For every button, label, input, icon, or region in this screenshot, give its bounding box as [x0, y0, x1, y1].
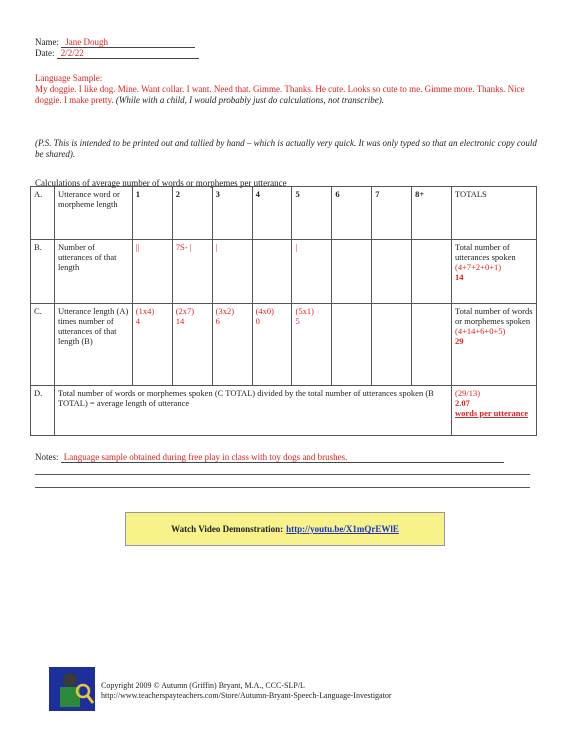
- row-b-total-calc: (4+7+2+0+1): [455, 262, 502, 272]
- product-cell: [252, 304, 292, 386]
- product-calc: (4x0): [255, 306, 274, 316]
- product-cell: [332, 304, 372, 386]
- col-2: 2: [172, 187, 212, 240]
- language-sample-heading: Language Sample:: [35, 73, 103, 83]
- col-3: 3: [212, 187, 252, 240]
- date-label: Date:: [35, 48, 55, 58]
- col-5: 5: [292, 187, 332, 240]
- notes-line: [35, 452, 530, 463]
- calc-table: [30, 186, 537, 436]
- row-b-total-value: 14: [455, 272, 464, 282]
- col-7: 7: [372, 187, 412, 240]
- row-d-total-calc: (29/13): [455, 388, 481, 398]
- tally-cell: |: [212, 240, 252, 304]
- language-sample-note: (While with a child, I would probably just do calculations, not transcribe).: [115, 95, 385, 105]
- row-b-label: Number of utterances of that length: [54, 240, 132, 304]
- row-c-total-calc: (4+14+6+0+5): [455, 326, 506, 336]
- product-calc: (5x1): [295, 306, 314, 316]
- row-a-label: Utterance word or morpheme length: [54, 187, 132, 240]
- row-d: [31, 386, 537, 436]
- col-1: 1: [132, 187, 172, 240]
- name-label: Name:: [35, 37, 59, 47]
- language-sample-text: My doggie. I like dog. Mine. Want collar. I want. Need that. Gimme. Thanks. He cute. Looks so cute to me. Gimme more. Thanks. Nice doggie. I make pretty.: [35, 84, 525, 105]
- row-d-total: [452, 386, 537, 436]
- name-value: Jane Dough: [61, 37, 195, 48]
- product-calc: (2x7): [175, 306, 195, 316]
- row-d-label: Total number of words or morphemes spoken (C TOTAL) divided by the total number of utterances spoken (B TOTAL) = average length of utterance: [54, 386, 451, 436]
- copyright-text: Copyright 2009 © Autumn (Griffin) Bryant, M.A., CCC-SLP/L: [101, 681, 305, 690]
- product-cell: [132, 304, 172, 386]
- name-line: [35, 37, 195, 48]
- tally-cell: ||: [132, 240, 172, 304]
- row-d-total-value: 2.07: [455, 398, 470, 408]
- calc-title: Calculations of average number of words or morphemes per utterance: [35, 178, 287, 188]
- row-a: [31, 187, 537, 240]
- notes-value: Language sample obtained during free play in class with toy dogs and brushes.: [61, 452, 504, 463]
- video-demo-label: Watch Video Demonstration:: [171, 524, 284, 534]
- product-calc: (1x4): [135, 306, 155, 316]
- store-url: http://www.teacherspayteachers.com/Store/Autumn-Bryant-Speech-Language-Investigator: [101, 691, 392, 700]
- col-6: 6: [332, 187, 372, 240]
- row-d-total-unit: words per utterance: [455, 408, 529, 418]
- product-value: 0: [255, 316, 260, 326]
- totals-header: TOTALS: [452, 187, 537, 240]
- tally-cell: [332, 240, 372, 304]
- row-c-total-value: 29: [455, 336, 464, 346]
- language-sample: [35, 73, 540, 106]
- footer: [101, 681, 392, 701]
- row-b: [31, 240, 537, 304]
- product-cell: [172, 304, 212, 386]
- col-8-plus: 8+: [412, 187, 452, 240]
- row-b-total-label: Total number of utterances spoken: [455, 242, 516, 262]
- row-d-letter: D.: [31, 386, 55, 436]
- product-value: 5: [295, 316, 300, 326]
- tally-cell: [372, 240, 412, 304]
- row-a-letter: A.: [31, 187, 55, 240]
- notes-label: Notes:: [35, 452, 59, 462]
- tally-cell: 7S- |: [172, 240, 212, 304]
- row-c: [31, 304, 537, 386]
- product-value: 14: [175, 316, 185, 326]
- date-line: [35, 48, 199, 59]
- row-c-total: [452, 304, 537, 386]
- row-b-letter: B.: [31, 240, 55, 304]
- product-cell: [212, 304, 252, 386]
- video-demo-link[interactable]: http://youtu.be/X1mQrEWlE: [286, 524, 399, 534]
- tally-cell: [252, 240, 292, 304]
- product-value: 6: [215, 316, 220, 326]
- col-4: 4: [252, 187, 292, 240]
- product-cell: [292, 304, 332, 386]
- row-c-total-label: Total number of words or morphemes spoken: [455, 306, 533, 326]
- product-cell: [372, 304, 412, 386]
- notes-blank-line: [35, 474, 530, 475]
- row-c-label: Utterance length (A) times number of utterances of that length (B): [54, 304, 132, 386]
- row-c-letter: C.: [31, 304, 55, 386]
- date-value: 2/2/22: [57, 48, 199, 59]
- product-cell: [412, 304, 452, 386]
- author-logo: [49, 667, 95, 711]
- video-demo-box: [125, 512, 445, 546]
- ps-note: (P.S. This is intended to be printed out and tallied by hand – which is actually very quick. It was only typed so that an electronic copy could be shared).: [35, 138, 537, 159]
- notes-blank-line: [35, 487, 530, 488]
- tally-cell: [412, 240, 452, 304]
- product-calc: (3x2): [215, 306, 235, 316]
- row-b-total: [452, 240, 537, 304]
- tally-cell: |: [292, 240, 332, 304]
- product-value: 4: [135, 316, 141, 326]
